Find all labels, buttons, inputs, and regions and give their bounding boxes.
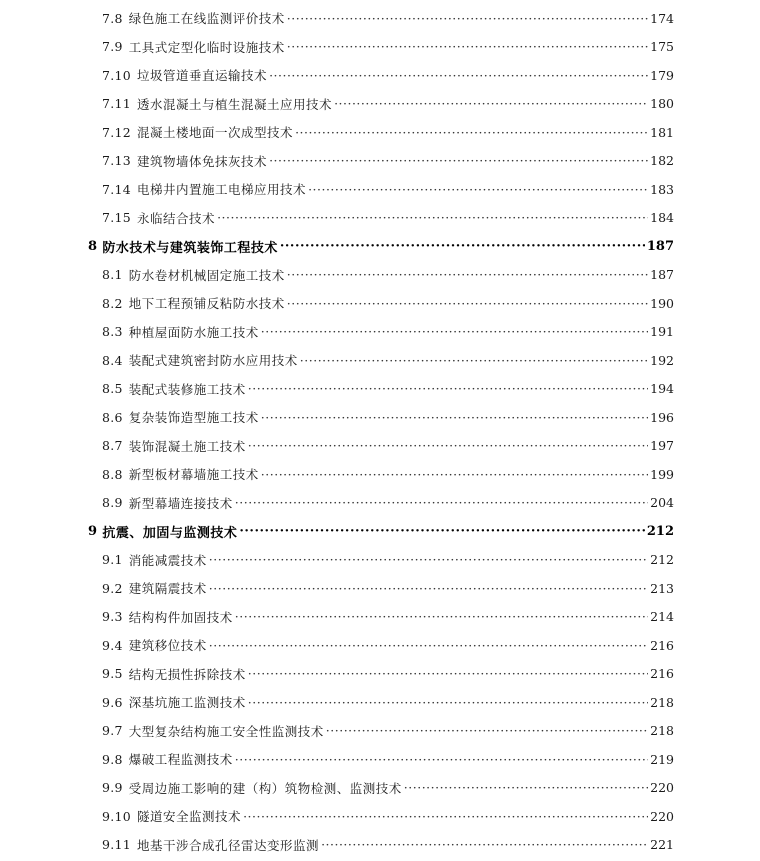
section-number: 7.11	[102, 96, 132, 112]
toc-entry[interactable]	[102, 660, 674, 689]
toc-entry[interactable]	[102, 717, 674, 746]
chapter-number: 8	[88, 238, 98, 254]
section-number: 8.1	[102, 267, 123, 283]
toc-entry[interactable]	[102, 175, 674, 204]
section-title: 建筑物墙体免抹灰技术	[137, 153, 268, 169]
section-number: 8.7	[102, 438, 123, 454]
section-number: 9.2	[102, 580, 123, 596]
toc-entry[interactable]	[102, 289, 674, 318]
section-title: 结构无损性拆除技术	[128, 666, 246, 682]
toc-entry[interactable]	[102, 831, 674, 860]
chapter-title: 抗震、加固与监测技术	[102, 525, 238, 541]
section-title: 地下工程预铺反粘防水技术	[128, 296, 285, 312]
section-title: 工具式定型化临时设施技术	[128, 39, 285, 55]
section-title: 结构构件加固技术	[128, 609, 233, 625]
dot-leader	[404, 780, 648, 795]
section-number: 7.8	[102, 10, 123, 26]
section-number: 9.7	[102, 723, 123, 739]
chapter-title: 防水技术与建筑装饰工程技术	[102, 240, 278, 256]
section-title: 绿色施工在线监测评价技术	[128, 11, 285, 27]
page-number: 214	[650, 609, 674, 625]
page-number: 212	[650, 552, 674, 568]
dot-leader	[209, 638, 648, 653]
page-number: 197	[650, 438, 674, 454]
page-number: 213	[650, 580, 674, 596]
page-number: 190	[650, 295, 674, 311]
dot-leader	[280, 239, 645, 254]
section-number: 9.8	[102, 751, 123, 767]
dot-leader	[235, 752, 648, 767]
dot-leader	[269, 68, 648, 83]
page-number: 219	[650, 751, 674, 767]
section-title: 消能减震技术	[128, 552, 207, 568]
page-number: 199	[650, 466, 674, 482]
dot-leader	[243, 809, 648, 824]
toc-entry[interactable]	[102, 33, 674, 62]
section-number: 7.10	[102, 67, 132, 83]
dot-leader	[217, 210, 648, 225]
section-title: 复杂装饰造型施工技术	[128, 410, 259, 426]
section-number: 7.12	[102, 124, 132, 140]
page-number: 196	[650, 409, 674, 425]
page-number: 204	[650, 495, 674, 511]
section-number: 8.5	[102, 381, 123, 397]
dot-leader	[248, 438, 648, 453]
page-number: 187	[650, 267, 674, 283]
section-title: 受周边施工影响的建（构）筑物检测、监测技术	[128, 780, 402, 796]
toc-entry[interactable]	[102, 403, 674, 432]
dot-leader	[300, 353, 648, 368]
page-number: 216	[650, 637, 674, 653]
page-number: 216	[650, 666, 674, 682]
section-title: 大型复杂结构施工安全性监测技术	[128, 723, 324, 739]
dot-leader	[334, 96, 648, 111]
toc-entry[interactable]	[102, 204, 674, 233]
page-number: 184	[650, 210, 674, 226]
section-number: 8.6	[102, 409, 123, 425]
toc-entry[interactable]	[102, 631, 674, 660]
section-title: 垃圾管道垂直运输技术	[137, 68, 268, 84]
section-title: 建筑移位技术	[128, 638, 207, 654]
page-number: 179	[650, 67, 674, 83]
dot-leader	[235, 609, 648, 624]
dot-leader	[269, 153, 648, 168]
section-number: 7.14	[102, 181, 132, 197]
section-title: 电梯井内置施工电梯应用技术	[137, 182, 307, 198]
dot-leader	[321, 837, 648, 852]
toc-entry[interactable]	[102, 460, 674, 489]
toc-entry[interactable]	[102, 432, 674, 461]
page-number: 221	[650, 837, 674, 853]
section-title: 防水卷材机械固定施工技术	[128, 267, 285, 283]
dot-leader	[308, 182, 648, 197]
page-number: 218	[650, 694, 674, 710]
toc-entry[interactable]	[102, 90, 674, 119]
section-number: 9.6	[102, 694, 123, 710]
section-title: 新型幕墙连接技术	[128, 495, 233, 511]
section-title: 永临结合技术	[137, 210, 216, 226]
dot-leader	[248, 381, 648, 396]
page-number: 220	[650, 808, 674, 824]
section-title: 装配式建筑密封防水应用技术	[128, 353, 298, 369]
section-number: 9.10	[102, 808, 132, 824]
toc-entry[interactable]	[102, 574, 674, 603]
toc-entry[interactable]	[102, 318, 674, 347]
toc-entry[interactable]	[102, 603, 674, 632]
section-number: 8.4	[102, 352, 123, 368]
toc-entry[interactable]	[102, 61, 674, 90]
section-title: 建筑隔震技术	[128, 581, 207, 597]
toc-entry[interactable]	[102, 118, 674, 147]
section-number: 9.1	[102, 552, 123, 568]
dot-leader	[235, 495, 648, 510]
section-number: 8.2	[102, 295, 123, 311]
section-number: 9.11	[102, 837, 132, 853]
toc-entry[interactable]	[102, 489, 674, 518]
dot-leader	[209, 581, 648, 596]
toc-entry[interactable]	[102, 688, 674, 717]
section-title: 深基坑施工监测技术	[128, 695, 246, 711]
section-number: 7.9	[102, 39, 123, 55]
dot-leader	[295, 125, 648, 140]
dot-leader	[261, 410, 648, 425]
toc-entry[interactable]	[102, 261, 674, 290]
page-number: 218	[650, 723, 674, 739]
page-number: 174	[650, 10, 674, 26]
page-number: 212	[646, 523, 674, 539]
section-title: 隧道安全监测技术	[137, 809, 242, 825]
section-title: 混凝土楼地面一次成型技术	[137, 125, 294, 141]
dot-leader	[248, 666, 648, 681]
page-number: 181	[650, 124, 674, 140]
section-number: 8.8	[102, 466, 123, 482]
section-title: 新型板材幕墙施工技术	[128, 467, 259, 483]
toc-entry[interactable]	[102, 745, 674, 774]
section-title: 种植屋面防水施工技术	[128, 324, 259, 340]
section-number: 7.15	[102, 210, 132, 226]
toc-entry[interactable]	[102, 375, 674, 404]
dot-leader	[326, 723, 648, 738]
page-number: 175	[650, 39, 674, 55]
page-number: 180	[650, 96, 674, 112]
toc-entry[interactable]	[102, 802, 674, 831]
chapter-number: 9	[88, 523, 98, 539]
dot-leader	[261, 324, 648, 339]
toc-chapter-entry[interactable]	[88, 517, 674, 546]
dot-leader	[239, 524, 644, 539]
section-title: 装饰混凝土施工技术	[128, 438, 246, 454]
toc-entry[interactable]	[102, 147, 674, 176]
section-title: 装配式装修施工技术	[128, 381, 246, 397]
dot-leader	[287, 39, 648, 54]
toc-entry[interactable]	[102, 546, 674, 575]
page-number: 220	[650, 780, 674, 796]
page-number: 187	[646, 238, 674, 254]
section-number: 7.13	[102, 153, 132, 169]
section-number: 9.5	[102, 666, 123, 682]
toc-entry[interactable]	[102, 346, 674, 375]
page-number: 194	[650, 381, 674, 397]
page-number: 191	[650, 324, 674, 340]
dot-leader	[287, 296, 648, 311]
toc-entry[interactable]	[102, 774, 674, 803]
page-number: 192	[650, 352, 674, 368]
page-number: 183	[650, 181, 674, 197]
toc-entry[interactable]	[102, 4, 674, 33]
section-number: 8.3	[102, 324, 123, 340]
section-number: 9.3	[102, 609, 123, 625]
section-number: 9.9	[102, 780, 123, 796]
section-number: 9.4	[102, 637, 123, 653]
dot-leader	[209, 552, 648, 567]
page-number: 182	[650, 153, 674, 169]
toc-chapter-entry[interactable]	[88, 232, 674, 261]
section-title: 爆破工程监测技术	[128, 752, 233, 768]
dot-leader	[261, 467, 648, 482]
dot-leader	[287, 11, 648, 26]
dot-leader	[287, 267, 648, 282]
section-title: 透水混凝土与植生混凝土应用技术	[137, 96, 333, 112]
dot-leader	[248, 695, 648, 710]
section-title: 地基干涉合成孔径雷达变形监测	[137, 837, 320, 853]
section-number: 8.9	[102, 495, 123, 511]
